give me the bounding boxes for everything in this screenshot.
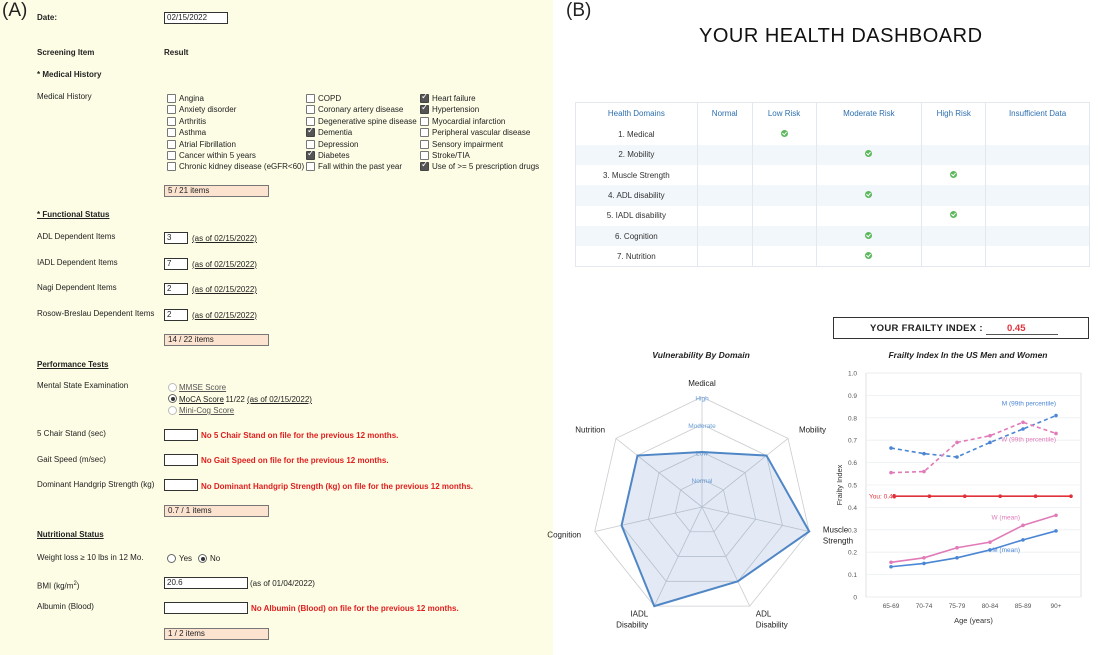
checkbox-label-cancer-within-5-years: Cancer within 5 years [179, 151, 256, 160]
check-icon [865, 232, 872, 239]
checkbox-dementia[interactable] [306, 128, 315, 137]
domain-cell: 4. ADL disability [576, 185, 698, 205]
x-tick-label: 75-79 [948, 603, 966, 610]
frailty-index-box [833, 317, 1089, 339]
risk-cell [752, 226, 816, 246]
frailty-line-chart [830, 345, 1092, 630]
risk-cell [697, 206, 752, 226]
series-point [1054, 432, 1058, 436]
y-tick-label: 0.7 [847, 437, 857, 445]
weight-loss-label: Weight loss ≥ 10 lbs in 12 Mo. [37, 553, 144, 562]
checkbox-label-asthma: Asthma [179, 128, 207, 138]
screening-item-header: Screening Item [37, 48, 95, 57]
risk-cell [986, 226, 1090, 246]
chair-stand-msg: No 5 Chair Stand on file for the previous 12 months. [201, 431, 399, 440]
moca-radio[interactable] [168, 394, 177, 403]
check-icon [865, 191, 872, 198]
radar-axis-label [799, 426, 826, 435]
moca-link[interactable]: MoCA Score [179, 395, 224, 404]
y-tick-label: 0.2 [847, 549, 857, 557]
albumin-msg: No Albumin (Blood) on file for the previous 12 months. [251, 604, 459, 613]
series-point [1021, 420, 1025, 424]
nagi-dependent-itemsinput[interactable]: 2 [164, 283, 188, 295]
checkbox-peripheral-vascular-disease[interactable] [420, 128, 429, 137]
nutritional-section: Nutritional Status [37, 530, 104, 539]
handgrip-msg: No Dominant Handgrip Strength (kg) on file for the previous 12 months. [201, 482, 474, 491]
domain-cell: 5. IADL disability [576, 206, 698, 226]
radar-axis-label [547, 531, 581, 540]
checkbox-angina[interactable] [167, 94, 176, 103]
medical-total: 5 / 21 items [164, 185, 269, 197]
checkbox-heart-failure[interactable] [420, 94, 429, 103]
checkbox-label-fall-within-the-past-year: Fall within the past year [318, 162, 403, 172]
risk-cell [697, 246, 752, 266]
checkbox-label-diabetes: Diabetes [318, 151, 350, 160]
radar-axis-label-line: Mobility [798, 425, 827, 435]
risk-cell [986, 206, 1090, 226]
adl-dependent-itemsasof[interactable]: (as of 02/15/2022) [192, 234, 257, 243]
y-tick-label: 0.9 [847, 392, 857, 400]
series-point [955, 441, 959, 445]
result-header: Result [164, 48, 189, 57]
date-input[interactable]: 02/15/2022 [164, 12, 228, 24]
y-tick-label: 0.1 [847, 572, 857, 580]
checkbox-myocardial-infarction[interactable] [420, 117, 429, 126]
domain-cell: 2. Mobility [576, 145, 698, 165]
moca-asof[interactable]: (as of 02/15/2022) [247, 395, 312, 404]
series-point [928, 494, 932, 498]
x-tick-label: 90+ [1050, 603, 1062, 610]
series-point [998, 494, 1002, 498]
table-row [576, 246, 1090, 266]
checkbox-label-atrial-fibrillation: Atrial Fibrillation [179, 139, 236, 149]
checkbox-label-use-of-5-prescription-drugs: Use of >= 5 prescription drugs [432, 162, 540, 172]
series-point [1021, 427, 1025, 431]
series-label: M (mean) [992, 546, 1020, 554]
domain-cell: 3. Muscle Strength [576, 165, 698, 185]
series-point [889, 565, 893, 569]
risk-cell [752, 206, 816, 226]
radar-axis-label-line: Muscle [822, 525, 849, 535]
y-tick-label: 1.0 [847, 370, 857, 378]
checkbox-label-heart-failure: Heart failure [432, 94, 476, 103]
risk-cell [816, 125, 922, 145]
y-tick-label: 0.4 [847, 504, 857, 512]
performance-total: 0.7 / 1 items [164, 505, 269, 517]
series-point [1054, 414, 1058, 418]
radar-data-polygon [622, 452, 810, 606]
risk-cell [752, 246, 816, 266]
mmse-link[interactable]: MMSE Score [179, 383, 227, 392]
risk-cell [986, 165, 1090, 185]
performance-section: Performance Tests [37, 360, 109, 369]
risk-cell [697, 185, 752, 205]
medical-history-label: Medical History [37, 92, 92, 101]
series-point [988, 434, 992, 438]
frailty-index-label: YOUR FRAILTY INDEX : [870, 323, 983, 334]
dashboard-title: YOUR HEALTH DASHBOARD [699, 25, 983, 47]
checkbox-label-degenerative-spine-disease: Degenerative spine disease [318, 116, 417, 126]
risk-table-body [576, 125, 1090, 267]
radar-axis-label-line: IADL [630, 609, 649, 619]
series-point [1054, 529, 1058, 533]
table-header-cell: Moderate Risk [816, 103, 922, 125]
iadl-dependent-itemsinput[interactable]: 7 [164, 258, 188, 270]
series-point [963, 494, 967, 498]
check-icon [865, 150, 872, 157]
checkbox-coronary-artery-disease[interactable] [306, 105, 315, 114]
checkbox-label-depression: Depression [318, 139, 359, 149]
table-header-cell: Low Risk [752, 103, 816, 125]
risk-cell [986, 185, 1090, 205]
rosow-breslau-dependent-itemsasof[interactable]: (as of 02/15/2022) [192, 310, 257, 320]
risk-cell [986, 145, 1090, 165]
chair-stand-label: 5 Chair Stand (sec) [37, 429, 106, 438]
bmi-label [37, 579, 79, 592]
table-header-cell: Health Domains [576, 103, 698, 125]
bmi-input[interactable]: 20.6 [164, 577, 248, 589]
checkbox-chronic-kidney-disease-egfr-60[interactable] [167, 162, 176, 171]
radar-axis-label-line: Disability [616, 620, 649, 630]
nutritional-total: 1 / 2 items [164, 628, 269, 640]
risk-cell [816, 145, 922, 165]
risk-cell [986, 125, 1090, 145]
radar-axis-label-line: ADL [755, 609, 772, 619]
series-point [955, 546, 959, 550]
series-point [889, 446, 893, 450]
series-point [955, 556, 959, 560]
check-icon [781, 130, 788, 137]
health-dashboard-panel [547, 0, 1111, 655]
domain-cell: 6. Cognition [576, 226, 698, 246]
adl-dependent-itemslabel: ADL Dependent Items [37, 232, 116, 241]
checkbox-arthritis[interactable] [167, 117, 176, 126]
bmi-label-sup: 2 [73, 581, 77, 587]
handgrip-input[interactable] [164, 479, 198, 491]
checkbox-label-copd: COPD [318, 94, 342, 103]
checkbox-use-of-5-prescription-drugs[interactable] [420, 162, 429, 171]
table-row [576, 206, 1090, 226]
checkbox-label-dementia: Dementia [318, 128, 353, 138]
series-point [922, 452, 926, 456]
gait-speed-msg: No Gait Speed on file for the previous 12 months. [201, 456, 389, 465]
checkbox-label-anxiety-disorder: Anxiety disorder [179, 105, 237, 115]
risk-cell [752, 185, 816, 205]
bmi-asof: (as of 01/04/2022) [250, 579, 315, 588]
series-point [1054, 513, 1058, 517]
check-icon [950, 211, 957, 218]
albumin-input[interactable] [164, 602, 248, 614]
radar-axis-label [688, 379, 716, 388]
x-tick-label: 85-89 [1014, 603, 1032, 610]
series-point [889, 560, 893, 564]
table-row [576, 145, 1090, 165]
radar-axis-label-line: Disability [755, 620, 788, 630]
panel-a-label: (A) [2, 0, 28, 21]
risk-cell [752, 145, 816, 165]
checkbox-depression[interactable] [306, 140, 315, 149]
handgrip-label: Dominant Handgrip Strength (kg) [37, 480, 155, 489]
x-axis-label: Age (years) [954, 616, 993, 625]
checkbox-label-coronary-artery-disease: Coronary artery disease [318, 105, 404, 115]
functional-section: * Functional Status [37, 210, 110, 219]
series-point [889, 471, 893, 475]
table-row [576, 125, 1090, 145]
radar-ring-label: Moderate [688, 423, 716, 430]
radar-title: Vulnerability By Domain [652, 350, 750, 360]
mental-state-label: Mental State Examination [37, 381, 129, 390]
checkbox-label-chronic-kidney-disease-egfr-60: Chronic kidney disease (eGFR<60) [179, 162, 305, 172]
risk-cell [697, 165, 752, 185]
x-tick-label: 70-74 [915, 603, 933, 610]
series-point [922, 562, 926, 566]
check-icon [950, 171, 957, 178]
checkbox-stroke-tia[interactable] [420, 151, 429, 160]
date-label: Date: [37, 13, 58, 22]
series-point [955, 455, 959, 459]
checkbox-fall-within-the-past-year[interactable] [306, 162, 315, 171]
checkbox-asthma[interactable] [167, 128, 176, 137]
series-line [891, 422, 1056, 472]
checkbox-label-stroke-tia: Stroke/TIA [432, 151, 470, 160]
weight-no-radio[interactable] [198, 554, 207, 563]
risk-cell [697, 125, 752, 145]
moca-value: : 11/22 [221, 395, 245, 404]
risk-cell [752, 125, 816, 145]
checkbox-anxiety-disorder[interactable] [167, 105, 176, 114]
minicog-radio[interactable] [168, 406, 177, 415]
rosow-breslau-dependent-itemsinput[interactable]: 2 [164, 309, 188, 321]
gait-speed-input[interactable] [164, 454, 198, 466]
checkbox-hypertension[interactable] [420, 105, 429, 114]
risk-cell [816, 185, 922, 205]
screening-form-panel [0, 0, 553, 655]
y-tick-label: 0.8 [847, 415, 857, 423]
series-point [922, 470, 926, 474]
risk-cell [922, 165, 986, 185]
bmi-label-text: BMI (kg/m [37, 581, 74, 591]
risk-cell [922, 206, 986, 226]
checkbox-label-arthritis: Arthritis [179, 116, 207, 126]
radar-ring-label: High [695, 395, 709, 403]
y-tick-label: 0.3 [847, 527, 857, 535]
series-point [1034, 494, 1038, 498]
check-icon [865, 252, 872, 259]
minicog-link[interactable]: Mini-Cog Score [179, 406, 235, 415]
risk-cell [922, 185, 986, 205]
chair-stand-input[interactable] [164, 429, 198, 441]
checkbox-label-hypertension: Hypertension [432, 105, 480, 115]
table-header-cell: Insufficient Data [986, 103, 1090, 125]
domain-cell: 1. Medical [576, 125, 698, 145]
series-label: W (mean) [991, 514, 1020, 522]
risk-table-header [576, 103, 1090, 125]
rosow-breslau-dependent-itemslabel: Rosow-Breslau Dependent Items [37, 308, 155, 318]
table-row [576, 165, 1090, 185]
bmi-label-close: ) [76, 581, 80, 591]
iadl-dependent-itemsasof[interactable]: (as of 02/15/2022) [192, 259, 257, 269]
checkbox-degenerative-spine-disease[interactable] [306, 117, 315, 126]
risk-cell [986, 246, 1090, 266]
medical-history-section: * Medical History [37, 70, 102, 79]
risk-cell [816, 165, 922, 185]
risk-cell [697, 145, 752, 165]
weight-yes-radio[interactable] [167, 554, 176, 563]
checkbox-cancer-within-5-years[interactable] [167, 151, 176, 160]
series-point [988, 441, 992, 445]
risk-cell [922, 226, 986, 246]
checkbox-copd[interactable] [306, 94, 315, 103]
frailty-underline [986, 334, 1058, 335]
y-tick-label: 0.5 [847, 482, 857, 490]
x-tick-label: 80-84 [981, 603, 999, 610]
risk-cell [816, 246, 922, 266]
series-label: You: 0.45 [869, 493, 897, 501]
radar-axis-label [756, 610, 788, 630]
x-tick-label: 65-69 [882, 603, 900, 610]
risk-cell [922, 246, 986, 266]
table-header-cell: Normal [697, 103, 752, 125]
checkbox-atrial-fibrillation[interactable] [167, 140, 176, 149]
table-header-cell: High Risk [922, 103, 986, 125]
nagi-dependent-itemsasof[interactable]: (as of 02/15/2022) [192, 285, 257, 294]
series-point [1069, 494, 1073, 498]
weight-no-label: No [210, 554, 221, 563]
y-axis-label: Frailty Index [835, 464, 844, 506]
panel-b-label: (B) [566, 0, 592, 21]
domain-cell: 7. Nutrition [576, 246, 698, 266]
radar-axis-label [575, 426, 605, 435]
gait-speed-label: Gait Speed (m/sec) [37, 455, 106, 464]
series-line [891, 531, 1056, 567]
series-point [1021, 538, 1025, 542]
radar-axis-label [616, 610, 649, 630]
checkbox-sensory-impairment[interactable] [420, 140, 429, 149]
mmse-radio[interactable] [168, 383, 177, 392]
series-point [1021, 524, 1025, 528]
frailty-index-value: 0.45 [1007, 323, 1026, 334]
risk-cell [752, 165, 816, 185]
checkbox-label-angina: Angina [179, 94, 204, 103]
table-row [576, 226, 1090, 246]
series-label: W (99th percentile) [1001, 436, 1056, 444]
checkbox-label-sensory-impairment: Sensory impairment [432, 139, 504, 149]
y-tick-label: 0 [853, 594, 857, 602]
series-line [891, 515, 1056, 562]
radar-axis-label-line: Strength [822, 536, 854, 546]
checkbox-diabetes[interactable] [306, 151, 315, 160]
series-point [988, 540, 992, 544]
y-tick-label: 0.6 [847, 460, 857, 468]
table-row [576, 185, 1090, 205]
risk-cell [922, 145, 986, 165]
series-point [922, 556, 926, 560]
iadl-dependent-itemslabel: IADL Dependent Items [37, 257, 118, 267]
radar-axis-label-line: Medical [688, 379, 716, 388]
radar-axis-label-line: Nutrition [575, 425, 606, 435]
functional-total: 14 / 22 items [164, 334, 269, 346]
radar-axis-label-line: Cognition [547, 530, 582, 540]
weight-yes-label: Yes [179, 554, 193, 563]
checkbox-label-myocardial-infarction: Myocardial infarction [432, 116, 506, 126]
albumin-label: Albumin (Blood) [37, 602, 94, 611]
series-label: M (99th percentile) [1001, 400, 1056, 408]
risk-cell [816, 226, 922, 246]
risk-cell [697, 226, 752, 246]
line-chart-title: Frailty Index In the US Men and Women [888, 350, 1048, 360]
risk-cell [922, 125, 986, 145]
checkbox-label-peripheral-vascular-disease: Peripheral vascular disease [432, 128, 531, 138]
adl-dependent-itemsinput[interactable]: 3 [164, 232, 188, 244]
risk-table [575, 102, 1090, 267]
nagi-dependent-itemslabel: Nagi Dependent Items [37, 283, 117, 292]
risk-cell [816, 206, 922, 226]
